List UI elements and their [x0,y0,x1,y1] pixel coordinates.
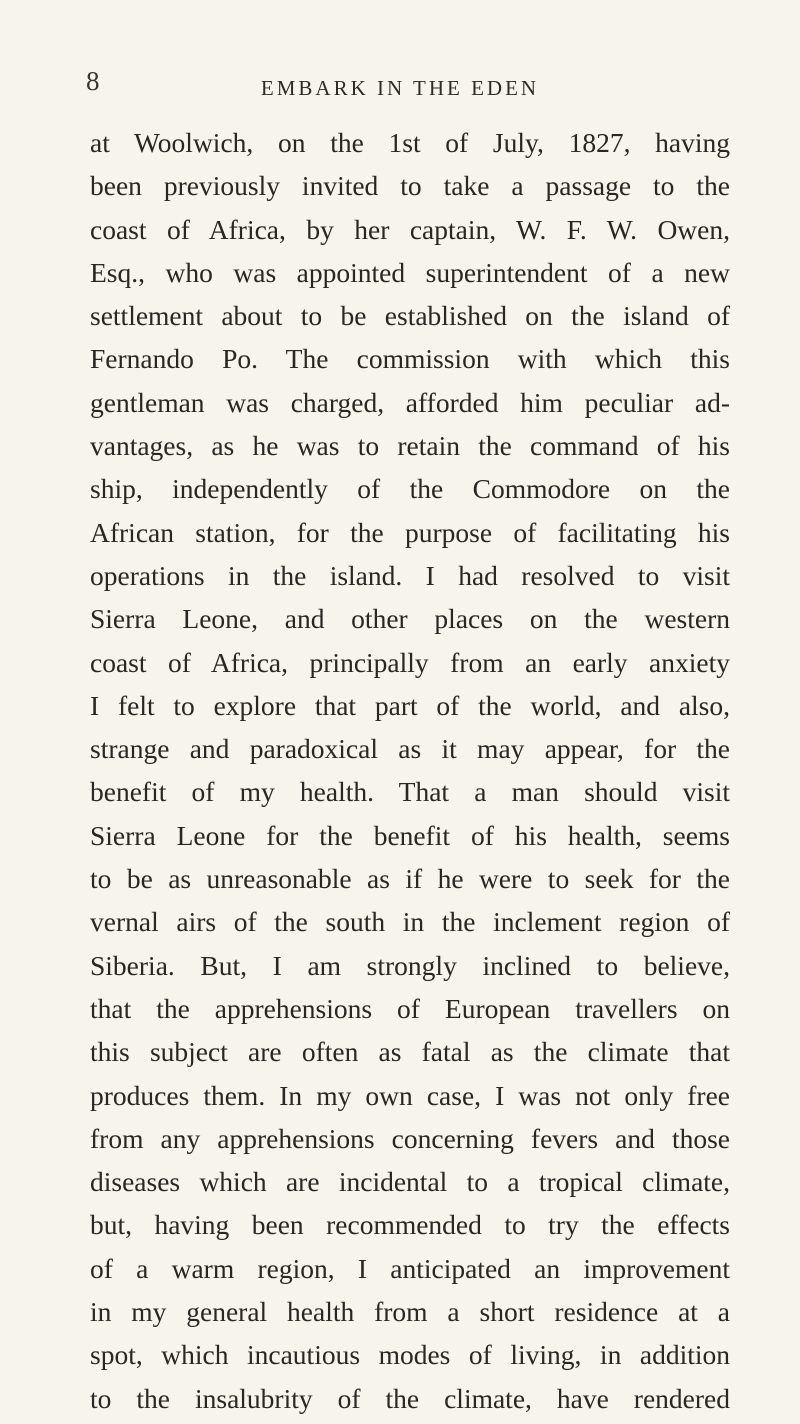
text-line: that the apprehensions of European travellers on [90,992,730,1024]
running-head: EMBARK IN THE EDEN [260,76,540,100]
text-line: Esq., who was appointed superintendent of a new [90,256,730,288]
text-line: I felt to explore that part of the world, and also, [90,689,730,721]
text-line: diseases which are incidental to a tropical climate, [90,1166,730,1198]
text-line: from any apprehensions concerning fevers and those [90,1122,730,1154]
text-line: been previously invited to take a passage to the [90,170,730,202]
text-line: coast of Africa, by her captain, W. F. W. Owen, [90,213,730,245]
text-line: Fernando Po. The commission with which this [90,343,730,375]
text-line: at Woolwich, on the 1st of July, 1827, having [90,127,730,158]
text-line: operations in the island. I had resolved to visit [90,559,730,591]
text-line: to the insalubrity of the climate, have rendered [90,1382,730,1414]
page-header [0,68,800,108]
text-line: this subject are often as fatal as the climate that [90,1036,730,1068]
text-line: settlement about to be established on the island of [90,300,730,332]
text-line: benefit of my health. That a man should visit [90,776,730,808]
text-line: coast of Africa, principally from an early anxiety [90,646,730,678]
text-line: of a warm region, I anticipated an improvement [90,1252,730,1284]
text-line: spot, which incautious modes of living, in addition [90,1339,730,1371]
text-line: vantages, as he was to retain the command of his [90,430,730,462]
text-line: in my general health from a short residence at a [90,1296,730,1328]
text-line: vernal airs of the south in the inclement region of [90,906,730,938]
text-line: African station, for the purpose of facilitating his [90,516,730,548]
text-line: gentleman was charged, afforded him peculiar ad- [90,386,730,418]
text-line: Sierra Leone for the benefit of his health, seems [90,819,730,851]
text-line: ship, independently of the Commodore on the [90,473,730,505]
page-number: 8 [86,66,100,96]
text-line: produces them. In my own case, I was not only free [90,1079,730,1111]
body-text [90,125,730,1424]
text-line: Siberia. But, I am strongly inclined to believe, [90,949,730,981]
text-line: strange and paradoxical as it may appear, for the [90,733,730,765]
text-line: to be as unreasonable as if he were to seek for the [90,863,730,895]
text-line: Sierra Leone, and other places on the western [90,603,730,635]
text-line: but, having been recommended to try the effects [90,1209,730,1241]
